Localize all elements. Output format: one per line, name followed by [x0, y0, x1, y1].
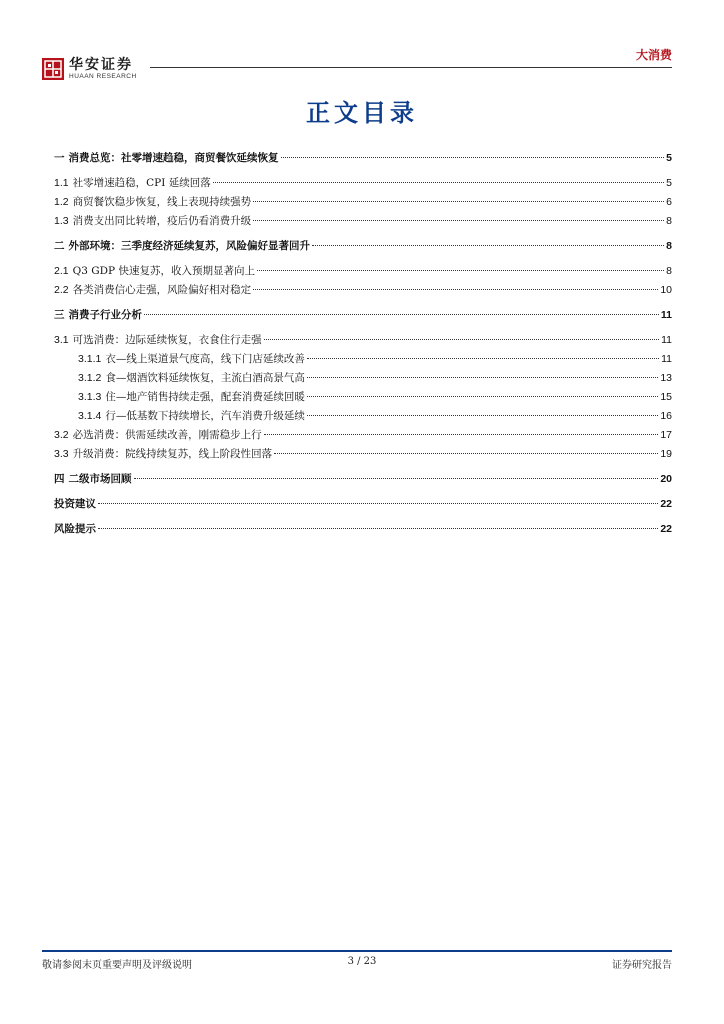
toc-entry-title [54, 240, 310, 252]
toc-entry-text: Q3 GDP 快速复苏，收入预期显著向上 [72, 265, 255, 277]
toc-entry-title [54, 196, 251, 208]
toc-entry[interactable] [54, 523, 672, 535]
toc-entry-title [54, 473, 132, 485]
toc-leader-dots [253, 289, 658, 290]
toc-page-number: 16 [660, 410, 672, 422]
toc-leader-dots [274, 453, 658, 454]
toc-leader-dots [253, 220, 664, 221]
toc-entry-title [78, 372, 305, 384]
toc-entry-number: 1.1 [54, 177, 69, 189]
seal-logo-icon [42, 58, 64, 80]
toc-entry[interactable] [54, 448, 672, 460]
document-type: 证券研究报告 [612, 960, 672, 971]
toc-entry-number: 3.1 [54, 334, 69, 346]
toc-entry-text: 各类消费信心走强，风险偏好相对稳定 [72, 284, 252, 296]
toc-entry-title [54, 523, 96, 535]
toc-leader-dots [307, 396, 658, 397]
toc-page-number: 19 [660, 448, 672, 460]
toc-entry-text: 投资建议 [54, 498, 96, 510]
toc-entry[interactable] [54, 284, 672, 296]
toc-entry[interactable] [54, 240, 672, 252]
toc-entry-title [54, 177, 211, 189]
toc-entry-number: 3.1.2 [78, 372, 102, 384]
toc-entry-text: 社零增速趋稳，CPI 延续回落 [72, 177, 211, 189]
toc-page-number: 8 [666, 240, 672, 252]
toc-entry[interactable] [54, 429, 672, 441]
toc-page-number: 5 [666, 177, 672, 189]
toc-entry-title [54, 265, 255, 277]
logo-english-name: HUAAN RESEARCH [69, 73, 137, 80]
toc-leader-dots [264, 434, 659, 435]
toc-page-number: 22 [660, 498, 672, 510]
toc-entry[interactable] [54, 152, 672, 164]
footer-disclaimer: 敬请参阅末页重要声明及评级说明 [42, 960, 192, 971]
toc-entry-title [78, 353, 305, 365]
toc-entry-number: 三 [54, 309, 65, 321]
toc-page-number: 6 [666, 196, 672, 208]
toc-entry-title [54, 309, 142, 321]
toc-entry-title [54, 284, 251, 296]
toc-entry-number: 2.1 [54, 265, 69, 277]
toc-entry-text: 商贸餐饮稳步恢复，线上表现持续强势 [72, 196, 252, 208]
toc-entry-number: 3.3 [54, 448, 69, 460]
toc-page-number: 17 [660, 429, 672, 441]
toc-entry-text: 行—低基数下持续增长，汽车消费升级延续 [105, 410, 305, 422]
toc-entry-number: 四 [54, 473, 65, 485]
toc-entry[interactable] [54, 353, 672, 365]
toc-entry-title [54, 152, 279, 164]
toc-leader-dots [264, 339, 659, 340]
toc-entry[interactable] [54, 309, 672, 321]
page-title: 正文目录 [306, 98, 418, 127]
footer-divider [42, 950, 672, 952]
toc-entry-title [54, 448, 272, 460]
toc-entry[interactable] [54, 196, 672, 208]
toc-entry-text: 消费子行业分析 [68, 309, 142, 321]
toc-entry-text: 消费支出同比转增，疫后仍看消费升级 [72, 215, 252, 227]
company-logo [42, 58, 137, 81]
logo-chinese-name: 华安证券 [69, 57, 133, 73]
toc-leader-dots [257, 270, 664, 271]
toc-page-number: 10 [660, 284, 672, 296]
toc-page-number: 11 [660, 309, 672, 321]
toc-leader-dots [213, 182, 664, 183]
toc-leader-dots [98, 503, 658, 504]
toc-page-number: 20 [660, 473, 672, 485]
toc-entry-text: 衣—线上渠道景气度高，线下门店延续改善 [105, 353, 305, 365]
toc-entry-number: 1.3 [54, 215, 69, 227]
toc-entry-title [54, 429, 262, 441]
toc-leader-dots [134, 478, 659, 479]
toc-entry[interactable] [54, 265, 672, 277]
toc-entry-text: 可选消费：边际延续恢复，衣食住行走强 [72, 334, 262, 346]
toc-leader-dots [98, 528, 658, 529]
toc-entry-number: 二 [54, 240, 65, 252]
toc-page-number: 22 [660, 523, 672, 535]
header-divider [150, 67, 672, 68]
toc-leader-dots [307, 415, 658, 416]
toc-entry[interactable] [54, 473, 672, 485]
toc-entry-number: 3.1.1 [78, 353, 102, 365]
toc-leader-dots [144, 314, 659, 315]
toc-entry-number: 1.2 [54, 196, 69, 208]
toc-page-number: 8 [666, 265, 672, 277]
toc-page-number: 15 [660, 391, 672, 403]
toc-leader-dots [312, 245, 664, 246]
toc-entry[interactable] [54, 215, 672, 227]
toc-entry-number: 3.2 [54, 429, 69, 441]
toc-page-number: 11 [661, 353, 672, 365]
toc-leader-dots [253, 201, 664, 202]
toc-entry-number: 一 [54, 152, 65, 164]
toc-entry-text: 必选消费：供需延续改善，刚需稳步上行 [72, 429, 262, 441]
toc-entry-number: 3.1.3 [78, 391, 102, 403]
toc-entry-title [78, 391, 305, 403]
toc-page-number: 8 [666, 215, 672, 227]
toc-page-number: 11 [661, 334, 672, 346]
toc-page-number: 5 [666, 152, 672, 164]
toc-entry-text: 升级消费：院线持续复苏，线上阶段性回落 [72, 448, 273, 460]
toc-entry-title [54, 498, 96, 510]
toc-entry[interactable] [54, 498, 672, 510]
toc-page-number: 13 [660, 372, 672, 384]
toc-entry-text: 二级市场回顾 [68, 473, 132, 485]
toc-entry-number: 2.2 [54, 284, 69, 296]
page-indicator: 3 / 23 [347, 956, 377, 967]
toc-entry[interactable] [54, 410, 672, 422]
toc-entry-text: 外部环境：三季度经济延续复苏，风险偏好显著回升 [68, 240, 310, 252]
toc-leader-dots [307, 377, 658, 378]
toc-entry-text: 消费总览：社零增速趋稳，商贸餐饮延续恢复 [68, 152, 279, 164]
table-of-contents [54, 152, 672, 535]
toc-entry-text: 住—地产销售持续走强，配套消费延续回暖 [105, 391, 305, 403]
toc-entry-text: 风险提示 [54, 523, 96, 535]
toc-entry-text: 食—烟酒饮料延续恢复，主流白酒高景气高 [105, 372, 305, 384]
toc-entry-title [78, 410, 305, 422]
toc-entry[interactable] [54, 391, 672, 403]
toc-entry-title [54, 334, 262, 346]
report-category: 大消费 [635, 48, 672, 62]
toc-leader-dots [281, 157, 665, 158]
toc-leader-dots [307, 358, 659, 359]
toc-entry[interactable] [54, 177, 672, 189]
toc-entry-title [54, 215, 251, 227]
toc-entry[interactable] [54, 334, 672, 346]
toc-entry[interactable] [54, 372, 672, 384]
toc-entry-number: 3.1.4 [78, 410, 102, 422]
